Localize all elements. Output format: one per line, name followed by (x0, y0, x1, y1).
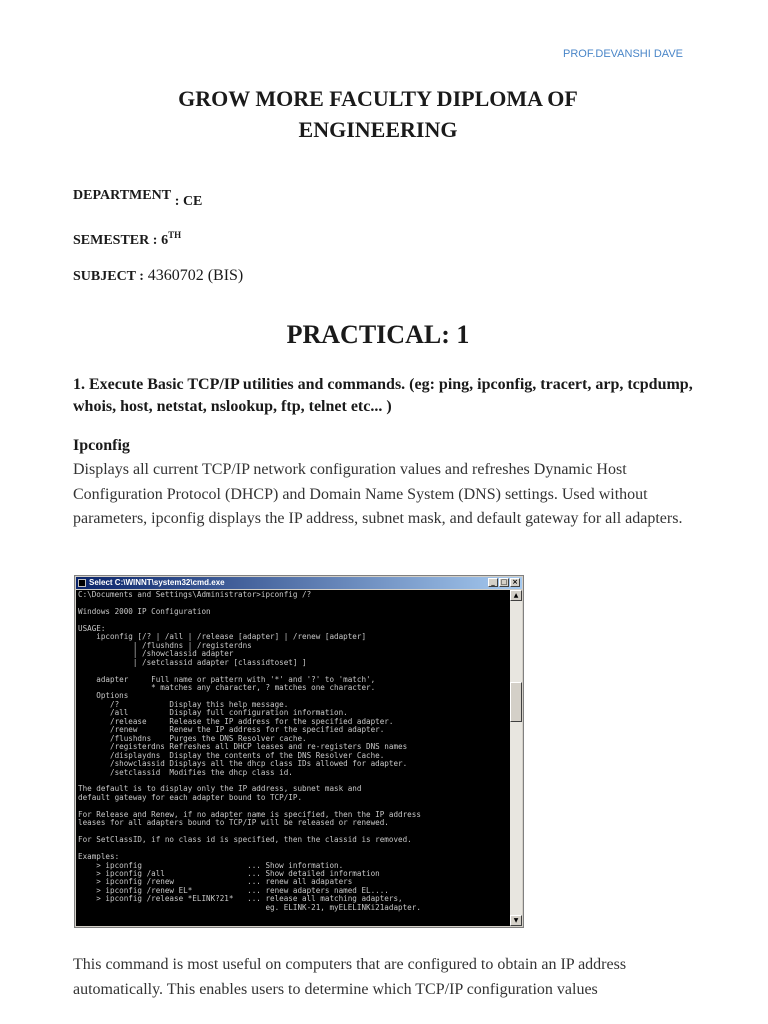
practical-title: PRACTICAL: 1 (286, 320, 470, 349)
cmd-console (76, 590, 510, 926)
cmd-window-title: Select C:\WINNT\system32\cmd.exe (89, 578, 225, 587)
institute-title: GROW MORE FACULTY DIPLOMA OF ENGINEERING (178, 86, 578, 142)
cmd-titlebar (76, 577, 522, 589)
department-value: : CE (174, 194, 203, 209)
ipconfig-usage-note: This command is most useful on computers that are configured to obtain an IP address automatically. This enables users to determine which TCP/IP configuration values (73, 956, 627, 998)
maximize-icon: □ (500, 578, 508, 586)
scroll-down-icon: ▼ (510, 915, 522, 926)
semester-suffix: TH (168, 230, 182, 240)
scroll-up-icon: ▲ (510, 590, 522, 601)
cmd-output: C:\Documents and Settings\Administrator>ipconfig /? Windows 2000 IP Configuration USAGE: ipconfig [/? | /all | /release [adapter] | /renew [adapter] | /flushdns | /registerdns | /showclassid adapter | /setclassid adapter [classidtoset] ] adapter Full name or pattern with '*' and '?' to 'match', * matches any character, ? matches one character. Options /? Display this help message. /all Display full configuration information. /release Release the IP address for the specified adapter. /renew Renew the IP address for the specified adapter. /flushdns Purges the DNS Resolver cache. /registerdns Refreshes all DHCP leases and re-registers DNS names /displaydns Display the contents of the DNS Resolver Cache. /showclassid Displays all the dhcp class IDs allowed for adapter. /setclassid Modifies the dhcp class id. The default is to display only the IP address, subnet mask and default gateway for each adapter bound to TCP/IP. For Release and Renew, if no adapter name is specified, then the IP address leases for all adapters bound to TCP/IP will be released or renewed. For SetClassID, if no class id is specified, then the classid is removed. Examples: > ipconfig ... Show information. > ipconfig /all ... Show detailed information > ipconfig /renew ... renew all adapaters > ipconfig /renew EL* ... renew adapters named EL.... > ipconfig /release *ELINK?21* ... release all matching adapters, eg. ELINK-21, myELELINKi21adapter. (78, 590, 421, 912)
author-name: PROF.DEVANSHI DAVE (562, 48, 683, 60)
cmd-app-icon (78, 579, 86, 587)
task-description: 1. Execute Basic TCP/IP utilities and commands. (eg: ping, ipconfig, tracert, arp, tcpdump, whois, host, netstat, nslookup, ftp, telnet etc... ) (73, 376, 693, 415)
subject-label: SUBJECT : (73, 269, 144, 284)
scroll-thumb (510, 682, 522, 722)
close-icon: × (510, 578, 520, 587)
subject-line (73, 267, 243, 285)
cmd-window-screenshot (74, 575, 524, 928)
ipconfig-description: Displays all current TCP/IP network configuration values and refreshes Dynamic Host Configuration Protocol (DHCP) and Domain Name System (DNS) settings. Used without parameters, ipconfig displays the IP address, subnet mask, and default gateway for all adapters. (73, 461, 683, 527)
cmd-window-controls (488, 578, 520, 587)
department-line (73, 187, 203, 209)
minimize-icon: _ (488, 578, 498, 587)
semester-value: 6 (161, 233, 169, 248)
cmd-scrollbar (510, 590, 522, 926)
semester-label: SEMESTER : (73, 233, 158, 248)
department-label: DEPARTMENT (73, 188, 172, 203)
ipconfig-heading: Ipconfig (73, 437, 130, 454)
subject-value: 4360702 (BIS) (147, 267, 244, 284)
semester-line (73, 230, 181, 249)
